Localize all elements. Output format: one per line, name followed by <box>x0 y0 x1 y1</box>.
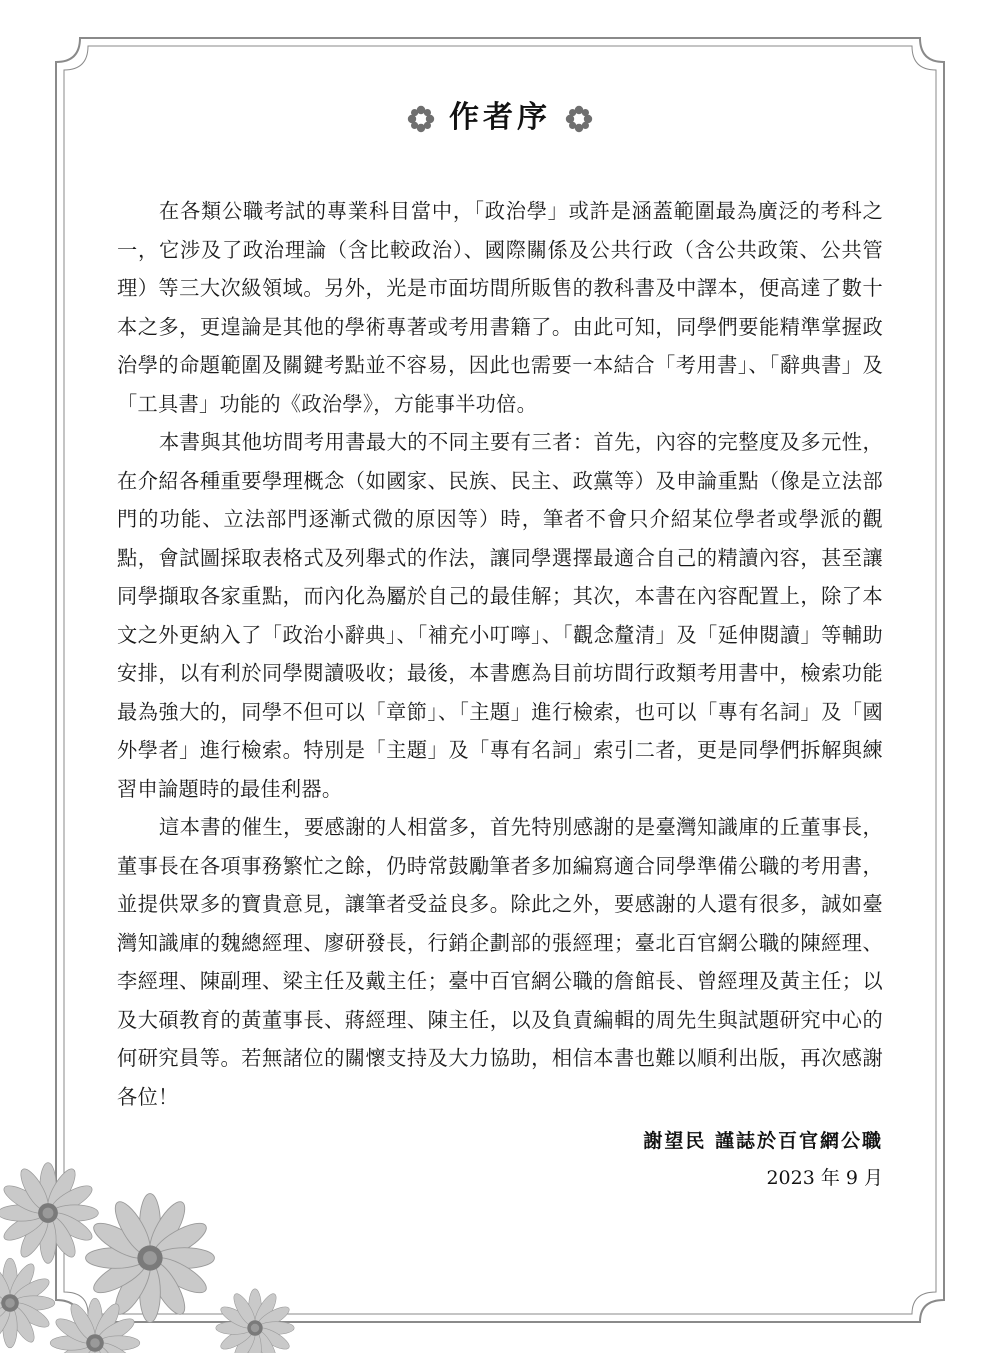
paragraph-1: 在各類公職考試的專業科目當中，「政治學」或許是涵蓋範圍最為廣泛的考科之一，它涉及了政治理論（含比較政治）、國際關係及公共行政（含公共政策、公共管理）等三大次級領域。另外，光是市面坊間所販售的教科書及中譯本，便高達了數十本之多，更遑論是其他的學術專著或考用書籍了。由此可知，同學們要能精準掌握政治學的命題範圍及關鍵考點並不容易，因此也需要一本結合「考用書」、「辭典書」及「工具書」功能的《政治學》，方能事半功倍。 <box>117 199 883 416</box>
paragraph-2: 本書與其他坊間考用書最大的不同主要有三者：首先，內容的完整度及多元性，在介紹各種重要學理概念（如國家、民族、民主、政黨等）及申論重點（像是立法部門的功能、立法部門逐漸式微的原因等）時，筆者不會只介紹某位學者或學派的觀點，會試圖採取表格式及列舉式的作法，讓同學選擇最適合自己的精讀內容，甚至讓同學擷取各家重點，而內化為屬於自己的最佳解；其次，本書在內容配置上，除了本文之外更納入了「政治小辭典」、「補充小叮嚀」、「觀念釐清」及「延伸閱讀」等輔助安排，以有利於同學閱讀吸收；最後，本書應為目前坊間行政類考用書中，檢索功能最為強大的，同學不但可以「章節」、「主題」進行檢索，也可以「專有名詞」及「國外學者」進行檢索。特別是「主題」及「專有名詞」索引二者，更是同學們拆解與練習申論題時的最佳利器。 <box>117 430 883 801</box>
flower-ornament-icon <box>407 105 435 133</box>
paragraph-3: 這本書的催生，要感謝的人相當多，首先特別感謝的是臺灣知識庫的丘董事長，董事長在各項事務繁忙之餘，仍時常鼓勵筆者多加編寫適合同學準備公職的考用書，並提供眾多的寶貴意見，讓筆者受益良多。除此之外，要感謝的人還有很多，誠如臺灣知識庫的魏總經理、廖研發長，行銷企劃部的張經理；臺北百官網公職的陳經理、李經理、陳副理、梁主任及戴主任；臺中百官網公職的詹館長、曾經理及黃主任；以及大碩教育的黃董事長、蔣經理、陳主任，以及負責編輯的周先生與試題研究中心的何研究員等。若無諸位的關懷支持及大力協助，相信本書也難以順利出版，再次感謝各位！ <box>117 815 883 1109</box>
preface-body <box>117 192 883 1116</box>
title-text: 作者序 <box>449 100 551 135</box>
page-title <box>0 92 1000 136</box>
flower-ornament-icon <box>565 105 593 133</box>
author-signature: 謝望民 謹誌於百官網公職 <box>643 1130 883 1152</box>
daisy-flowers-icon <box>0 1153 300 1353</box>
signature-date: 2023 年 9 月 <box>766 1167 883 1189</box>
